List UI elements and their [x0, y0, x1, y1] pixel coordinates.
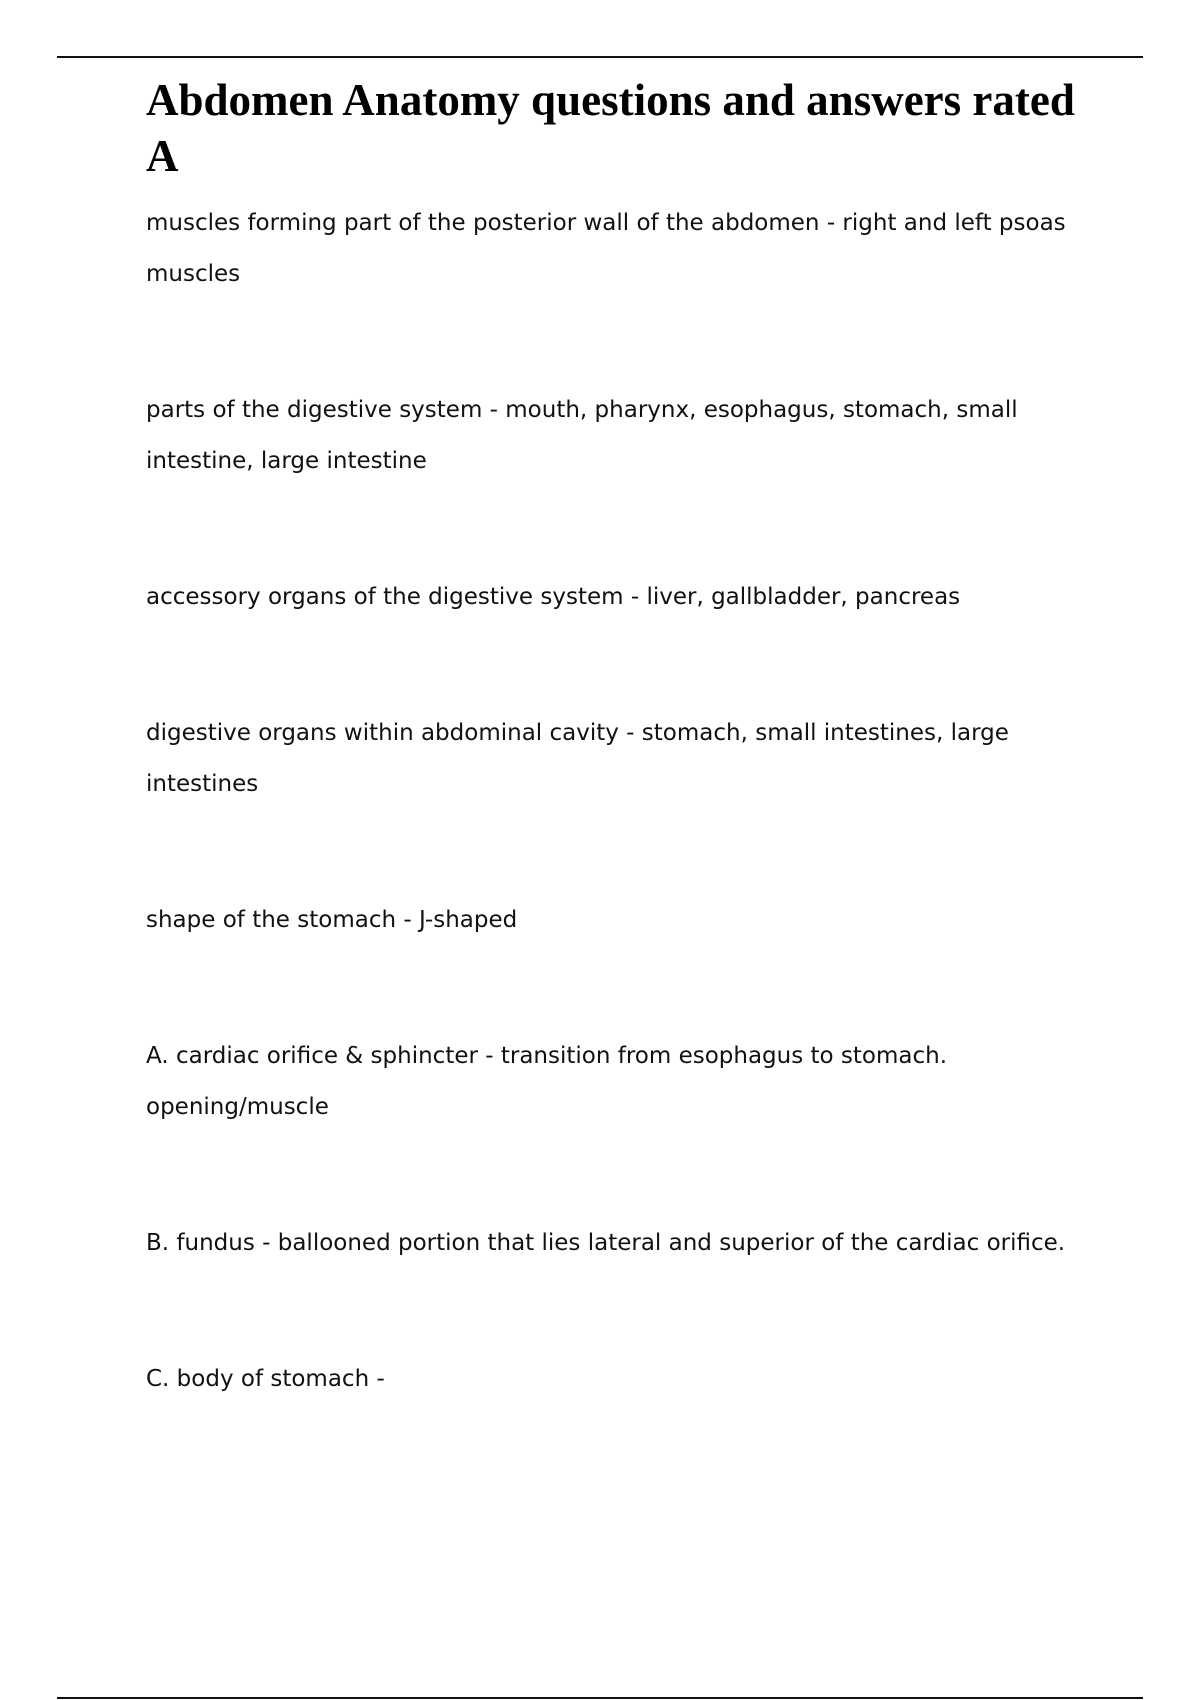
- document-title: Abdomen Anatomy questions and answers rated A: [146, 75, 1075, 181]
- bottom-rule: [57, 1697, 1143, 1699]
- qa-item: digestive organs within abdominal cavity - stomach, small intestines, large intestines: [146, 720, 1009, 797]
- qa-item: parts of the digestive system - mouth, pharynx, esophagus, stomach, small intestine, large intestine: [146, 397, 1018, 474]
- qa-list: [146, 198, 1086, 1405]
- qa-item: shape of the stomach - J-shaped: [146, 907, 518, 933]
- qa-item: A. cardiac orifice & sphincter - transition from esophagus to stomach. opening/muscle: [146, 1043, 948, 1120]
- page-content: [146, 72, 1086, 1490]
- qa-item: B. fundus - ballooned portion that lies lateral and superior of the cardiac orifice.: [146, 1230, 1066, 1256]
- top-rule: [57, 56, 1143, 58]
- qa-item: accessory organs of the digestive system - liver, gallbladder, pancreas: [146, 584, 961, 610]
- qa-item: muscles forming part of the posterior wall of the abdomen - right and left psoas muscles: [146, 210, 1066, 287]
- qa-item: C. body of stomach -: [146, 1366, 385, 1392]
